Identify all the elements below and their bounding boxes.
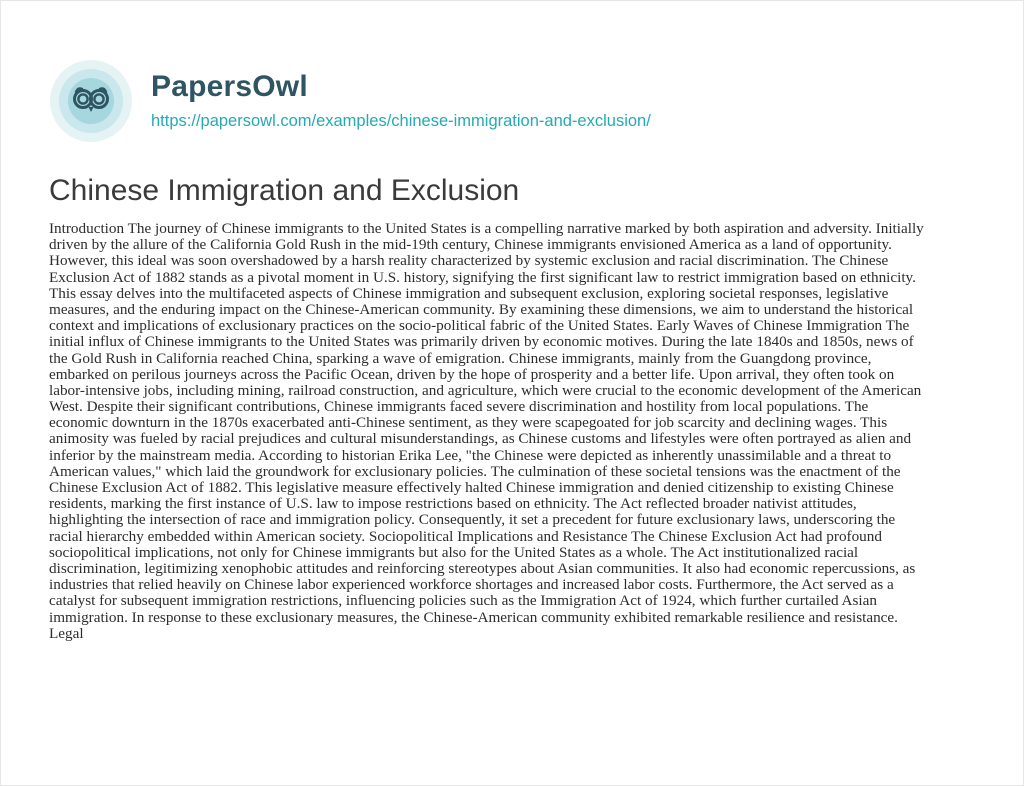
body-line: This essay delves into the multifaceted aspects of Chinese immigration and subsequent exclusion, exploring societal responses, legislative — [49, 284, 889, 302]
body-line: racial hierarchy embedded within American society. Sociopolitical Implications and Resistance The Chinese Exclusion Act had profound — [49, 527, 882, 545]
body-line: context and implications of exclusionary practices on the socio-political fabric of the United States. Early Waves of Chinese Immigration The — [49, 317, 910, 335]
source-url-link[interactable]: https://papersowl.com/examples/chinese-immigration-and-exclusion/ — [151, 112, 651, 130]
brand-text-group — [151, 70, 651, 132]
body-line: catalyst for subsequent immigration restrictions, influencing policies such as the Immigration Act of 1924, which further curtailed Asian — [49, 592, 877, 610]
body-line: immigration. In response to these exclusionary measures, the Chinese-American community exhibited remarkable resilience and resistance. — [49, 608, 898, 626]
body-line: embarked on perilous journeys across the Pacific Ocean, driven by the hope of prosperity and a better life. Upon arrival, they often took on — [49, 365, 895, 383]
body-line: Introduction The journey of Chinese immigrants to the United States is a compelling narrative marked by both aspiration and adversity. Initially — [49, 220, 924, 237]
body-line: American values," which laid the groundwork for exclusionary policies. The culmination of these societal tensions was the enactment of the — [49, 462, 901, 480]
body-line: Exclusion Act of 1882 stands as a pivotal moment in U.S. history, signifying the first significant law to restrict immigration based on ethnicity. — [49, 268, 916, 286]
body-line: animosity was fueled by racial prejudices and cultural misunderstandings, as Chinese customs and lifestyles were often portrayed as alien and — [49, 430, 912, 448]
site-header — [49, 59, 651, 143]
body-line: sociopolitical implications, not only for Chinese immigrants but also for the United States as a whole. The Act institutionalized racial — [49, 543, 859, 561]
body-line: West. Despite their significant contributions, Chinese immigrants faced severe discrimination and hostility from local populations. The — [49, 398, 869, 416]
body-line: initial influx of Chinese immigrants to the United States was primarily driven by economic motives. During the late 1840s and 1850s, news of — [49, 333, 914, 351]
article-title: Chinese Immigration and Exclusion — [49, 174, 520, 207]
body-line: discrimination, legitimizing xenophobic attitudes and reinforcing stereotypes about Asian communities. It also had economic repercussions, as — [49, 559, 916, 577]
article-body — [49, 221, 981, 642]
body-line: economic downturn in the 1870s exacerbated anti-Chinese sentiment, as they were scapegoated for job scarcity and declining wages. This — [49, 414, 888, 432]
body-line: However, this ideal was soon overshadowed by a harsh reality characterized by systemic exclusion and racial discrimination. The Chinese — [49, 252, 889, 270]
body-line: driven by the allure of the California Gold Rush in the mid-19th century, Chinese immigrants envisioned America as a land of opportunity. — [49, 236, 892, 254]
body-line: Chinese Exclusion Act of 1882. This legislative measure effectively halted Chinese immigration and denied citizenship to existing Chinese — [49, 479, 894, 496]
body-line: labor-intensive jobs, including mining, railroad construction, and agriculture, which were crucial to the economic development of the American — [49, 381, 922, 399]
body-line: industries that relied heavily on Chinese labor experienced workforce shortages and increased labor costs. Furthermore, the Act served as a — [49, 576, 894, 594]
brand-name[interactable]: PapersOwl — [151, 70, 308, 103]
body-line: residents, marking the first instance of U.S. law to impose restrictions based on ethnicity. The Act reflected broader nativist attitudes, — [49, 495, 857, 513]
owl-logo-icon[interactable] — [49, 59, 133, 143]
body-line: the Gold Rush in California reached China, sparking a wave of emigration. Chinese immigrants, mainly from the Guangdong province, — [49, 349, 872, 367]
body-line: inferior by the mainstream media. According to historian Erika Lee, "the Chinese were depicted as inherently unassimilable and a threat to — [49, 446, 892, 464]
body-line: measures, and the enduring impact on the Chinese-American community. By examining these dimensions, we aim to understand the historical — [49, 300, 914, 318]
body-line: Legal — [49, 624, 84, 642]
body-line: highlighting the intersection of race and immigration policy. Consequently, it set a precedent for future exclusionary laws, underscoring the — [49, 511, 896, 529]
